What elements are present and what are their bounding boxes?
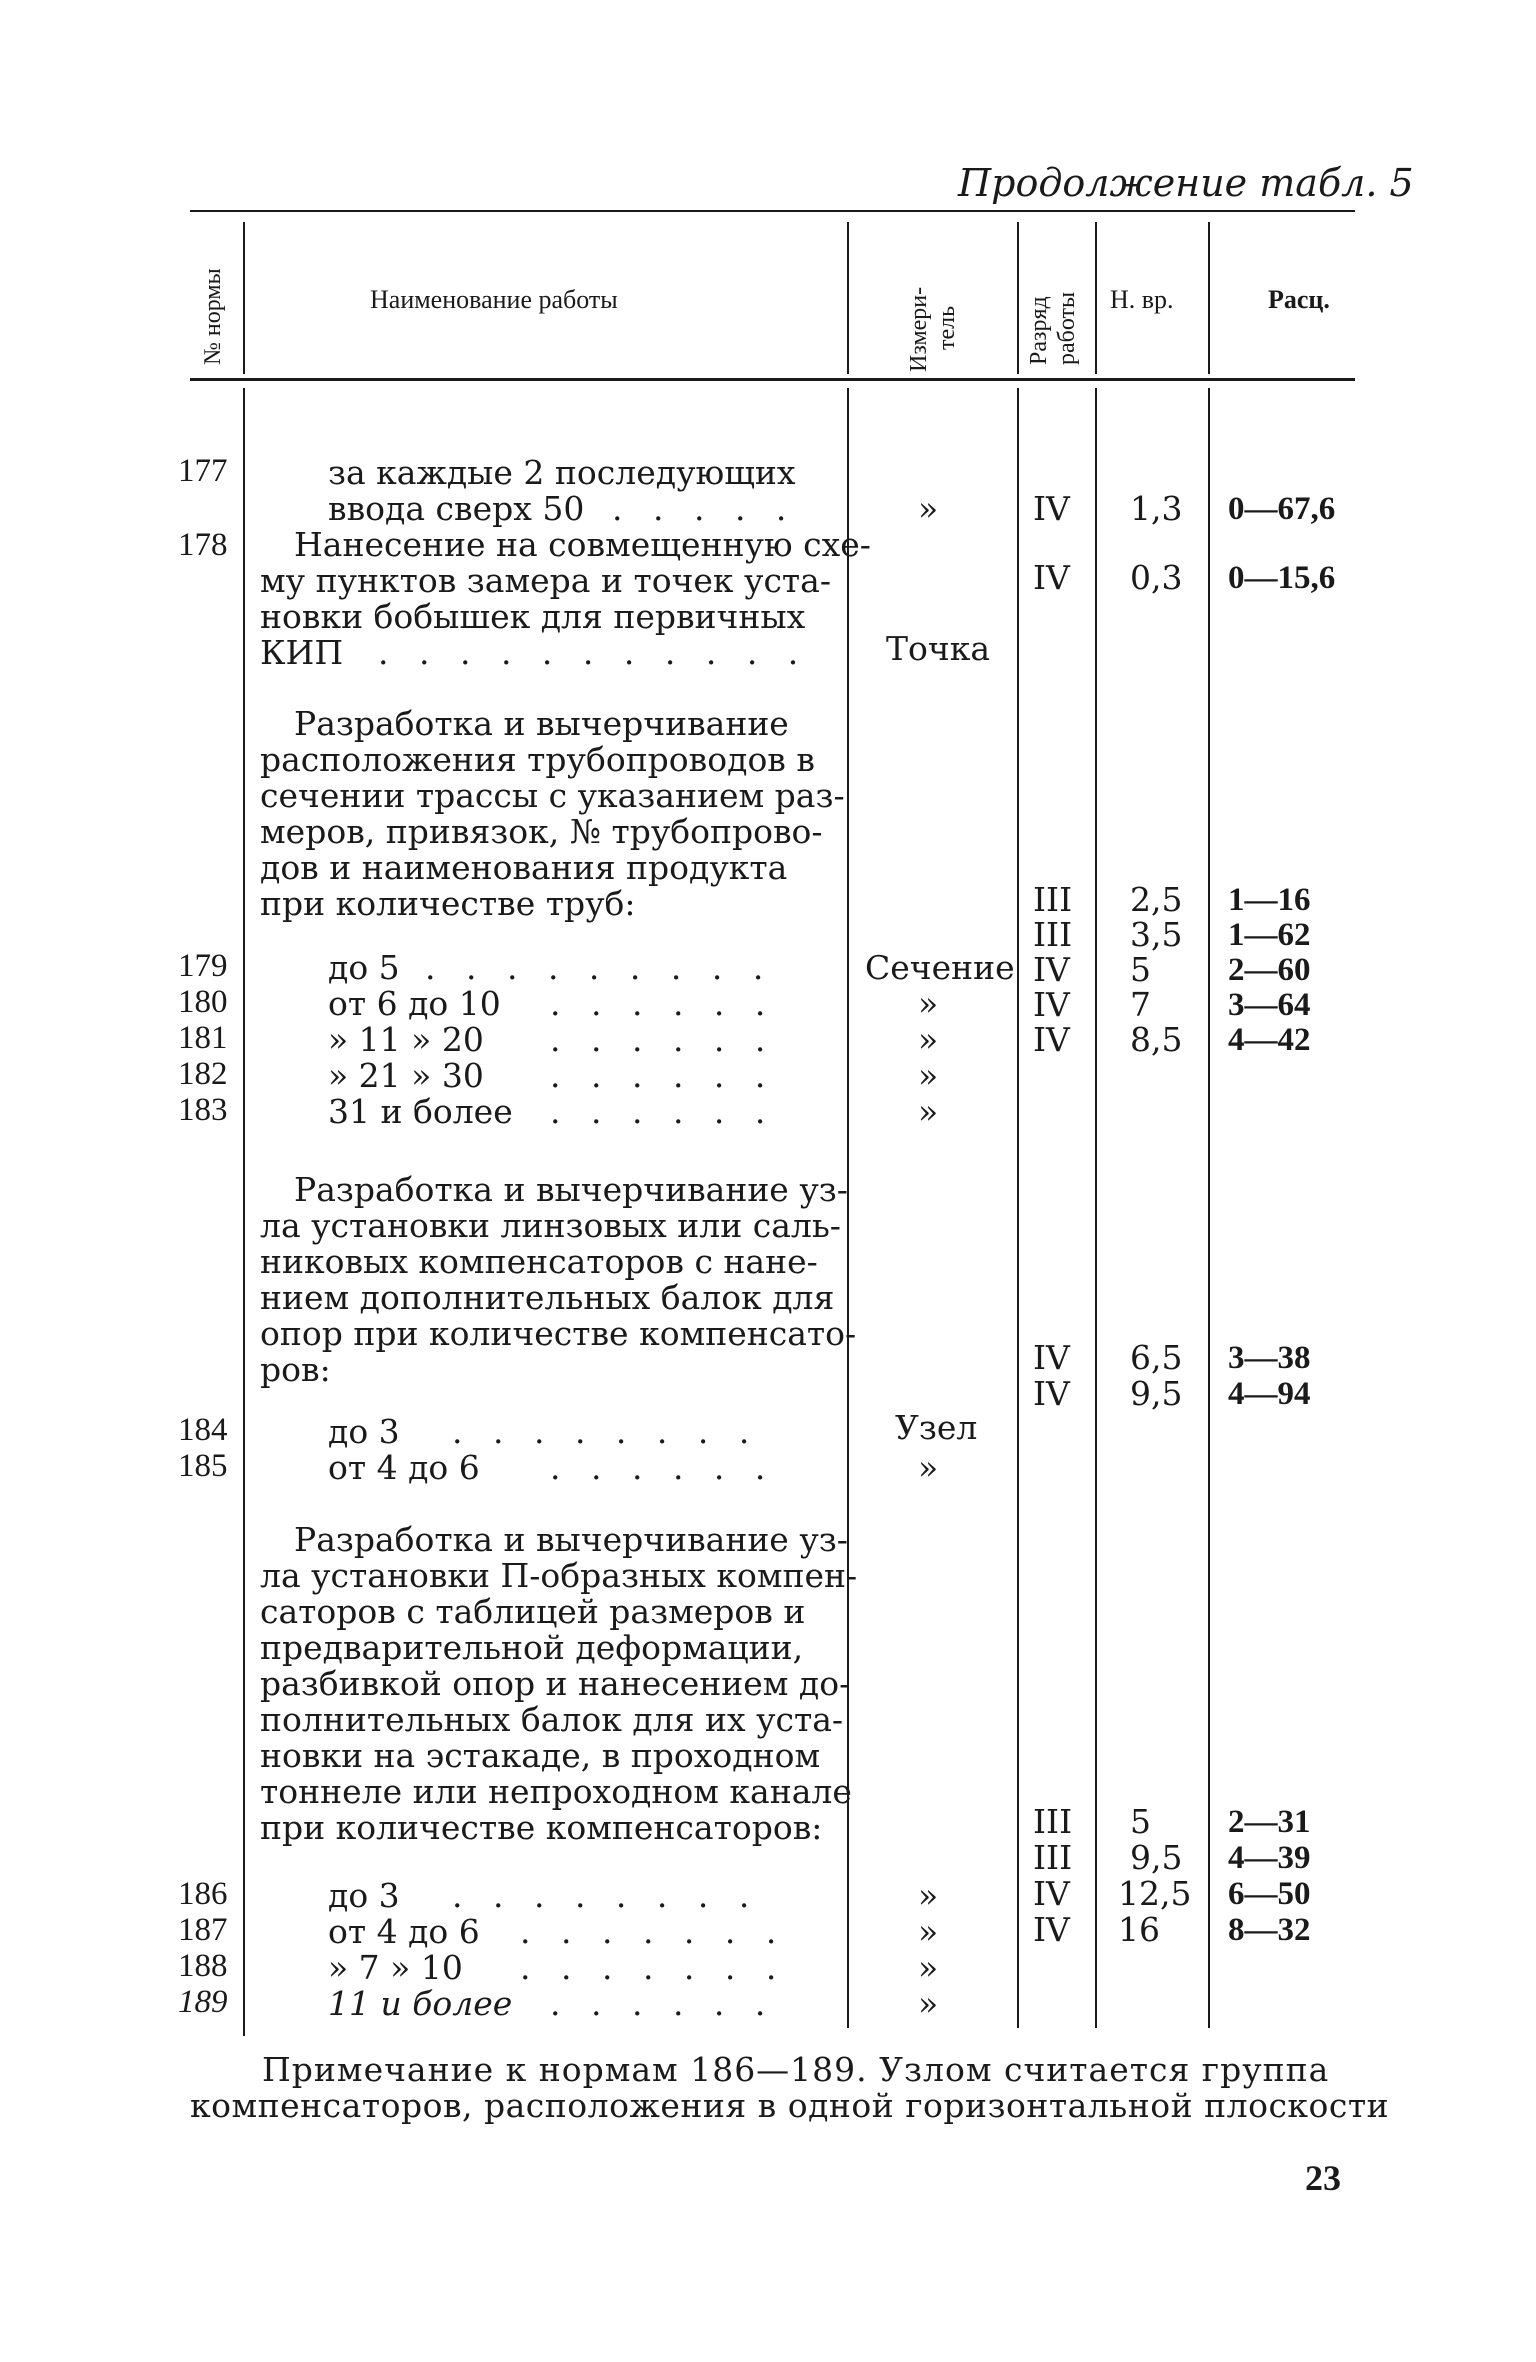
block-text: при количестве труб: (260, 884, 636, 923)
row-rate: 3—38 (1228, 1340, 1311, 1376)
row-time: 12,5 (1118, 1874, 1192, 1913)
header-grade-a: Разряд (1026, 296, 1052, 365)
block-text: расположения трубопроводов в (260, 740, 815, 779)
block-text: саторов с таблицей размеров и (260, 1592, 806, 1631)
row-time: 2,5 (1130, 880, 1183, 919)
row-number: 178 (178, 527, 228, 563)
row-grade: IV (1033, 1374, 1070, 1413)
header-name: Наименование работы (370, 285, 618, 314)
leader-dots: . . . . . . . (520, 1948, 787, 1987)
row-rate: 8—32 (1228, 1912, 1311, 1948)
table-header-rule (190, 378, 1355, 381)
row-text: за каждые 2 последующих (328, 453, 796, 492)
row-grade: III (1033, 1838, 1073, 1877)
row-rate: 0—15,6 (1228, 560, 1336, 596)
leader-dots: . . . . . . (550, 1056, 776, 1095)
block-text: Разработка и вычерчивание уз- (294, 1170, 848, 1209)
leader-dots: . . . . . . (550, 984, 776, 1023)
row-meter: Сечение (865, 948, 1015, 987)
row-number: 183 (178, 1092, 228, 1128)
col-divider (243, 388, 245, 2036)
row-number: 189 (178, 1984, 228, 2020)
row-label: до 3 (328, 1876, 400, 1915)
leader-dots: . . . . . . (550, 1448, 776, 1487)
row-text: КИП (260, 633, 344, 672)
row-meter: Точка (886, 629, 990, 668)
row-meter: » (918, 1056, 939, 1095)
row-text: новки бобышек для первичных (260, 597, 806, 636)
row-label: до 5 (328, 948, 400, 987)
leader-dots: . . . . . . . . . . . (378, 633, 809, 672)
row-time: 9,5 (1130, 1374, 1183, 1413)
row-meter: » (918, 1448, 939, 1487)
row-time: 5 (1130, 950, 1151, 989)
row-label: от 6 до 10 (328, 984, 501, 1023)
leader-dots: . . . . . . . . (452, 1412, 760, 1451)
row-number: 180 (178, 984, 228, 1020)
leader-dots: . . . . . . . . . (425, 948, 774, 987)
block-text: новки на эстакаде, в проходном (260, 1736, 821, 1775)
col-divider (1208, 388, 1210, 2028)
block-text: ла установки линзовых или саль- (260, 1206, 841, 1245)
row-number: 184 (178, 1412, 228, 1448)
leader-dots: . . . . . . . (520, 1912, 787, 1951)
block-text: нием дополнительных балок для (260, 1278, 835, 1317)
row-label: 31 и более (328, 1092, 513, 1131)
row-meter: » (918, 1876, 939, 1915)
row-time: 7 (1130, 985, 1151, 1024)
row-time: 5 (1130, 1802, 1151, 1841)
row-meter: » (918, 489, 939, 528)
row-label: » 11 » 20 (328, 1020, 484, 1059)
block-text: ла установки П-образных компен- (260, 1556, 858, 1595)
block-text: при количестве компенсаторов: (260, 1808, 823, 1847)
row-meter: » (918, 1984, 939, 2023)
row-rate: 4—94 (1228, 1376, 1311, 1412)
row-meter: Узел (895, 1408, 978, 1447)
row-meter: » (918, 1948, 939, 1987)
row-text: Нанесение на совмещенную схе- (294, 525, 871, 564)
row-grade: IV (1033, 1020, 1070, 1059)
header-meter-a: Измери- (906, 286, 932, 372)
col-divider (1017, 222, 1019, 374)
row-grade: IV (1033, 985, 1070, 1024)
page-number: 23 (1305, 2158, 1341, 2198)
leader-dots: . . . . . . (550, 1020, 776, 1059)
block-text: тоннеле или непроходном канале (260, 1772, 852, 1811)
leader-dots: . . . . . . (550, 1984, 776, 2023)
row-grade: IV (1033, 1910, 1070, 1949)
row-grade: IV (1033, 489, 1070, 528)
row-time: 1,3 (1130, 489, 1183, 528)
block-text: никовых компенсаторов с нане- (260, 1242, 818, 1281)
block-text: меров, привязок, № трубопрово- (260, 812, 823, 851)
row-time: 3,5 (1130, 915, 1183, 954)
row-rate: 4—42 (1228, 1022, 1311, 1058)
block-text: разбивкой опор и нанесением до- (260, 1664, 851, 1703)
leader-dots: . . . . . . (550, 1092, 776, 1131)
row-label: от 4 до 6 (328, 1912, 480, 1951)
row-number: 188 (178, 1948, 228, 1984)
col-divider (243, 222, 245, 374)
row-time: 0,3 (1130, 558, 1183, 597)
note-line-1: Примечание к нормам 186—189. Узлом считается группа (262, 2050, 1330, 2089)
row-label: до 3 (328, 1412, 400, 1451)
row-grade: IV (1033, 1338, 1070, 1377)
row-meter: » (918, 984, 939, 1023)
row-meter: » (918, 1020, 939, 1059)
row-label: » 7 » 10 (328, 1948, 463, 1987)
row-label: » 21 » 30 (328, 1056, 484, 1095)
row-time: 16 (1118, 1910, 1160, 1949)
row-number: 182 (178, 1056, 228, 1092)
row-number: 187 (178, 1912, 228, 1948)
row-grade: IV (1033, 558, 1070, 597)
row-time: 9,5 (1130, 1838, 1183, 1877)
row-label: 11 и более (328, 1984, 513, 2023)
row-number: 181 (178, 1020, 228, 1056)
row-grade: III (1033, 1802, 1073, 1841)
leader-dots: . . . . . (612, 489, 797, 528)
row-number: 185 (178, 1448, 228, 1484)
header-meter-b: тель (934, 305, 960, 350)
block-text: Разработка и вычерчивание (294, 704, 789, 743)
row-text: му пунктов замера и точек уста- (260, 561, 832, 600)
row-number: 186 (178, 1876, 228, 1912)
leader-dots: . . . . . . . . (452, 1876, 760, 1915)
row-rate: 1—16 (1228, 882, 1311, 918)
row-rate: 0—67,6 (1228, 491, 1336, 527)
note-line-2: компенсаторов, расположения в одной горизонтальной плоскости (190, 2086, 1390, 2125)
col-divider (847, 222, 849, 374)
block-text: дов и наименования продукта (260, 848, 788, 887)
block-text: Разработка и вычерчивание уз- (294, 1520, 848, 1559)
row-grade: III (1033, 880, 1073, 919)
col-divider (1095, 388, 1097, 2028)
row-label: от 4 до 6 (328, 1448, 480, 1487)
row-rate: 2—60 (1228, 952, 1311, 988)
row-rate: 1—62 (1228, 917, 1311, 953)
row-text: ввода сверх 50 (328, 489, 585, 528)
row-grade: IV (1033, 1874, 1070, 1913)
block-text: сечении трассы с указанием раз- (260, 776, 845, 815)
block-text: опор при количестве компенсато- (260, 1314, 857, 1353)
row-grade: IV (1033, 950, 1070, 989)
block-text: полнительных балок для их уста- (260, 1700, 844, 1739)
row-number: 179 (178, 948, 228, 984)
col-divider (1208, 222, 1210, 374)
row-rate: 4—39 (1228, 1840, 1311, 1876)
header-grade-b: работы (1054, 291, 1080, 365)
col-divider (1095, 222, 1097, 374)
row-meter: » (918, 1092, 939, 1131)
header-time: Н. вр. (1110, 285, 1174, 314)
row-grade: III (1033, 915, 1073, 954)
row-time: 6,5 (1130, 1338, 1183, 1377)
header-rate: Расц. (1268, 285, 1330, 314)
row-meter: » (918, 1912, 939, 1951)
continuation-caption: Продолжение табл. 5 (958, 161, 1414, 205)
col-divider (1017, 388, 1019, 2028)
block-text: предварительной деформации, (260, 1628, 804, 1667)
row-rate: 2—31 (1228, 1804, 1311, 1840)
row-rate: 3—64 (1228, 987, 1311, 1023)
row-time: 8,5 (1130, 1020, 1183, 1059)
row-rate: 6—50 (1228, 1876, 1311, 1912)
table-top-rule (190, 210, 1355, 212)
row-number: 177 (178, 453, 228, 489)
block-text: ров: (260, 1350, 331, 1389)
header-no: № нормы (200, 268, 226, 365)
